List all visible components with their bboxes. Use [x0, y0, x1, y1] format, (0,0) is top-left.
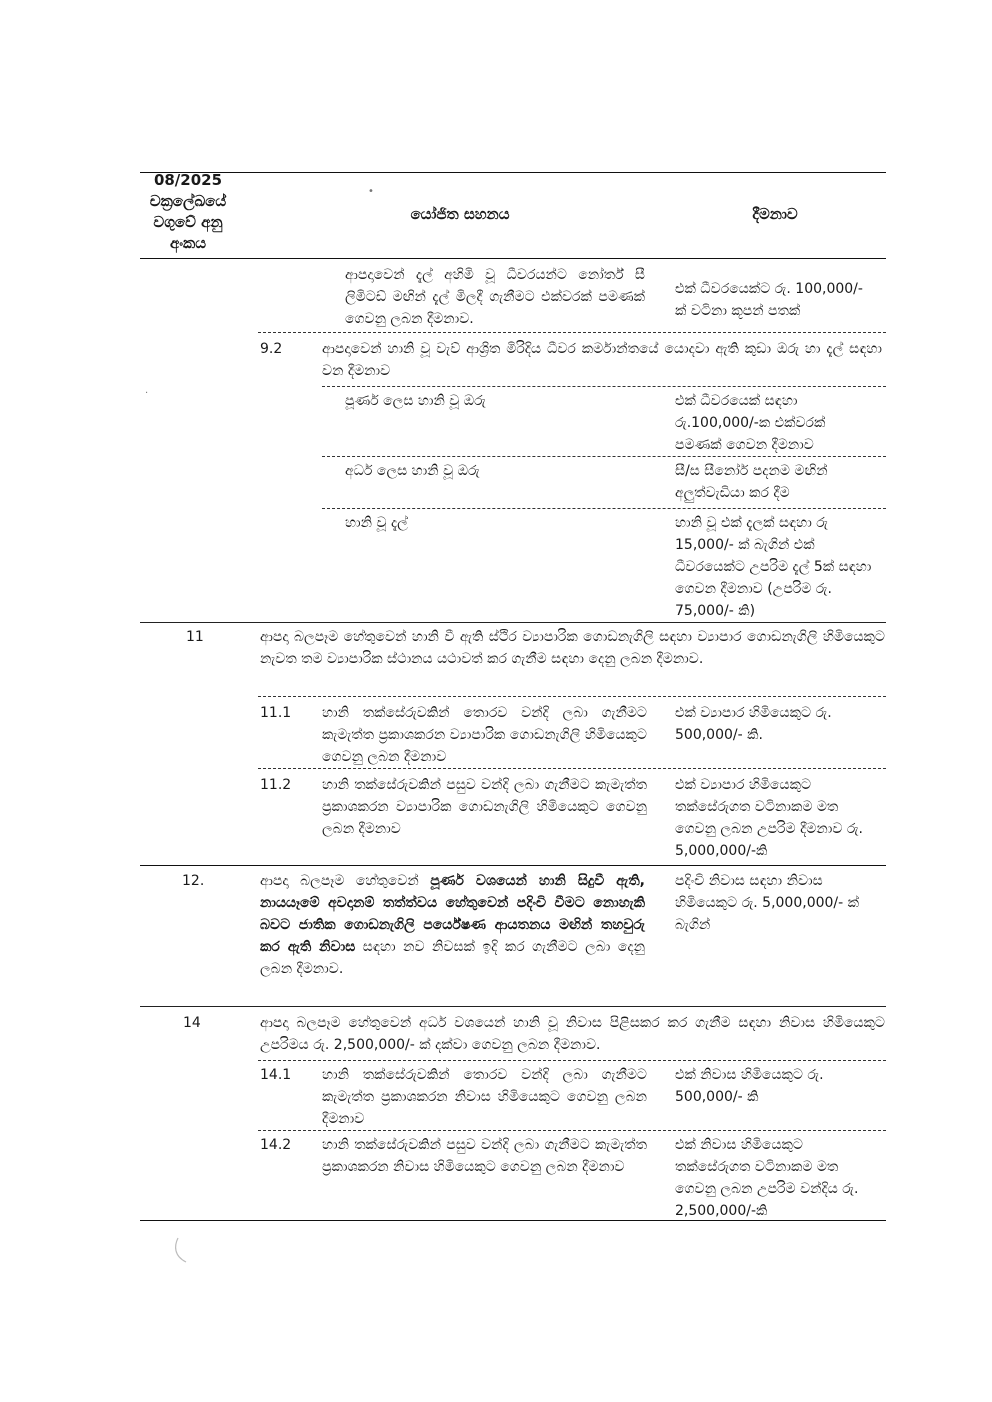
row-coupon-amount: එක් ධීවරයෙක්ට රු. 100,000/- ක් වටිනා කූපන් පතක්	[675, 281, 863, 319]
row-number-14: 14	[183, 1015, 201, 1031]
section-rule	[140, 865, 886, 866]
scan-dot: ·	[145, 388, 149, 399]
table-bottom-rule	[140, 1220, 886, 1221]
header-bottom-rule	[140, 258, 886, 259]
row-divider	[322, 456, 886, 457]
row-12-amount: පදිංචි නිවාස සඳහා නිවාස හිමියෙකුට රු. 5,000,000/- ක් බැගින්	[675, 873, 860, 933]
row-number-12: 12.	[182, 873, 205, 889]
row-divider	[322, 386, 886, 387]
row-9-2-partial-damage-desc: අර්ධ ලෙස හානි වූ ඔරු	[345, 463, 480, 479]
row-14-1-amount: එක් නිවාස හිමියෙකුට රු. 500,000/- කි	[675, 1067, 824, 1105]
row-11-1-description: හානි තක්සේරුවකින් තොරව වන්දි ලබා ගැනීමට කැමැත්ත ප්‍රකාශකරන ව්‍යාපාරික ගොඩනැගිලි හිමියෙකුට ගෙවනු ලබන දීමනාව	[322, 705, 647, 765]
row-number-11: 11	[186, 629, 204, 645]
scan-dot: •	[368, 186, 374, 197]
row-coupon-description: ආපදාවෙන් දැල් අහිමි වූ ධීවරයන්ට නෝර්ත් සී ලිමිටඩ් මඟින් දැල් මිලදී ගැනීමට එක්වරක් පමණක් ගෙවනු ලබන දීමනාව.	[345, 267, 645, 327]
row-11-1-amount: එක් ව්‍යාපාර හිමියෙකුට රු. 500,000/- කි.	[675, 705, 832, 743]
row-divider	[258, 1130, 886, 1131]
row-9-2-partial-damage-amount: සී/ස සීනෝර් පදනම මඟින් අලුත්වැඩියා කර දීම	[675, 463, 828, 501]
row-14-2-amount: එක් නිවාස හිමියෙකුට තක්සේරුගත වටිනාකම මත ගෙවනු ලබන උපරිම වන්දිය රු. 2,500,000/-කි	[675, 1137, 859, 1219]
section-rule	[140, 1006, 886, 1007]
row-number-11-2: 11.2	[260, 777, 292, 793]
row-11-2-amount: එක් ව්‍යාපාර හිමියෙකුට තක්සේරුගත වටිනාකම මත ගෙවනු ලබන උපරිම දීමනාව රු. 5,000,000/-කි	[675, 777, 863, 859]
row-12-description: ආපදා බලපෑම හේතුවෙන් පූර්ණ වශයෙන් හානි සිදුවී ඇති, නායයෑමේ අවදානම් තත්ත්වය හේතුවෙන් පදිංචි වීමට නොහැකි බවට ජාතික ගොඩනැගිලි පර්යේෂණ ආයතනය මඟින් තහවුරු කර ඇති නිවාස සඳහා නව නිවසක් ඉදි කර ගැනීමට ලබා දෙනු ලබන දීමනාව.	[260, 873, 646, 977]
scan-mark	[172, 1236, 202, 1266]
section-rule	[140, 622, 886, 623]
row-number-11-1: 11.1	[260, 705, 292, 721]
row-14-1-description: හානි තක්සේරුවකින් තොරව වන්දි ලබා ගැනීමට කැමැත්ත ප්‍රකාශකරන නිවාස හිමියෙකුට ගෙවනු ලබන දීමනාව	[322, 1067, 647, 1127]
row-divider	[322, 508, 886, 509]
row-divider	[258, 696, 886, 697]
header-col-relief: යෝජිත සහනය	[410, 205, 510, 223]
row-14-2-description: හානි තක්සේරුවකින් පසුව වන්දි ලබා ගැනීමට කැමැත්ත ප්‍රකාශකරන නිවාස හිමියෙකුට ගෙවනු ලබන දීමනාව	[322, 1137, 647, 1175]
header-top-rule	[140, 172, 886, 173]
row-divider	[258, 332, 886, 333]
row-divider	[258, 768, 886, 769]
row-9-2-full-damage-amount: එක් ධීවරයෙක් සඳහා රු.100,000/-ක එක්වරක් පමණක් ගෙවන දීමනාව	[675, 393, 826, 453]
header-col-number: 08/2025 චක්‍රලේඛයේ වගුවේ අනු අංකය	[149, 171, 227, 252]
row-number-9-2: 9.2	[260, 341, 283, 357]
row-divider	[258, 1060, 886, 1061]
header-col-allowance: දීමනාව	[752, 205, 798, 223]
row-number-14-1: 14.1	[260, 1067, 292, 1083]
row-11-2-description: හානි තක්සේරුවකින් පසුව වන්දි ලබා ගැනීමට කැමැත්ත ප්‍රකාශකරන ව්‍යාපාරික ගොඩනැගිලි හිමියෙකුට ගෙවනු ලබන දීමනාව	[322, 777, 647, 837]
row-9-2-nets-amount: හානි වූ එක් දැලක් සඳහා රු 15,000/- ක් බැගින් එක් ධීවරයෙක්ට උපරිම දැල් 5ක් සඳහා ගෙවන දීමනාව (උපරිම රු. 75,000/- කි)	[675, 515, 872, 619]
row-9-2-nets-desc: හානි වූ දැල්	[345, 515, 408, 531]
row-11-description: ආපදා බලපෑම හේතුවෙන් හානි වී ඇති ස්ථිර ව්‍යාපාරික ගොඩනැගිලි සඳහා ව්‍යාපාර ගොඩනැගිලි හිමියෙකුට නැවත තම ව්‍යාපාරික ස්ථානය යථාවත් කර ගැනීම සඳහා දෙනු ලබන දීමනාව.	[260, 629, 885, 667]
row-9-2-description: ආපදාවෙන් හානි වූ වැව් ආශ්‍රිත මිරිදිය ධීවර කර්මාන්තයේ යොදවා ඇති කුඩා ඔරු හා දැල් සඳහා වන දීමනාව	[322, 341, 882, 379]
row-14-description: ආපදා බලපෑම හේතුවෙන් අර්ධ වශයෙන් හානි වූ නිවාස පිළිසකර කර ගැනීම සඳහා නිවාස හිමියෙකුට උපරිමය රු. 2,500,000/- ක් දක්වා ගෙවනු ලබන දීමනාව.	[260, 1015, 885, 1053]
row-9-2-full-damage-desc: පූර්ණ ලෙස හානි වූ ඔරු	[345, 393, 486, 409]
row-number-14-2: 14.2	[260, 1137, 292, 1153]
